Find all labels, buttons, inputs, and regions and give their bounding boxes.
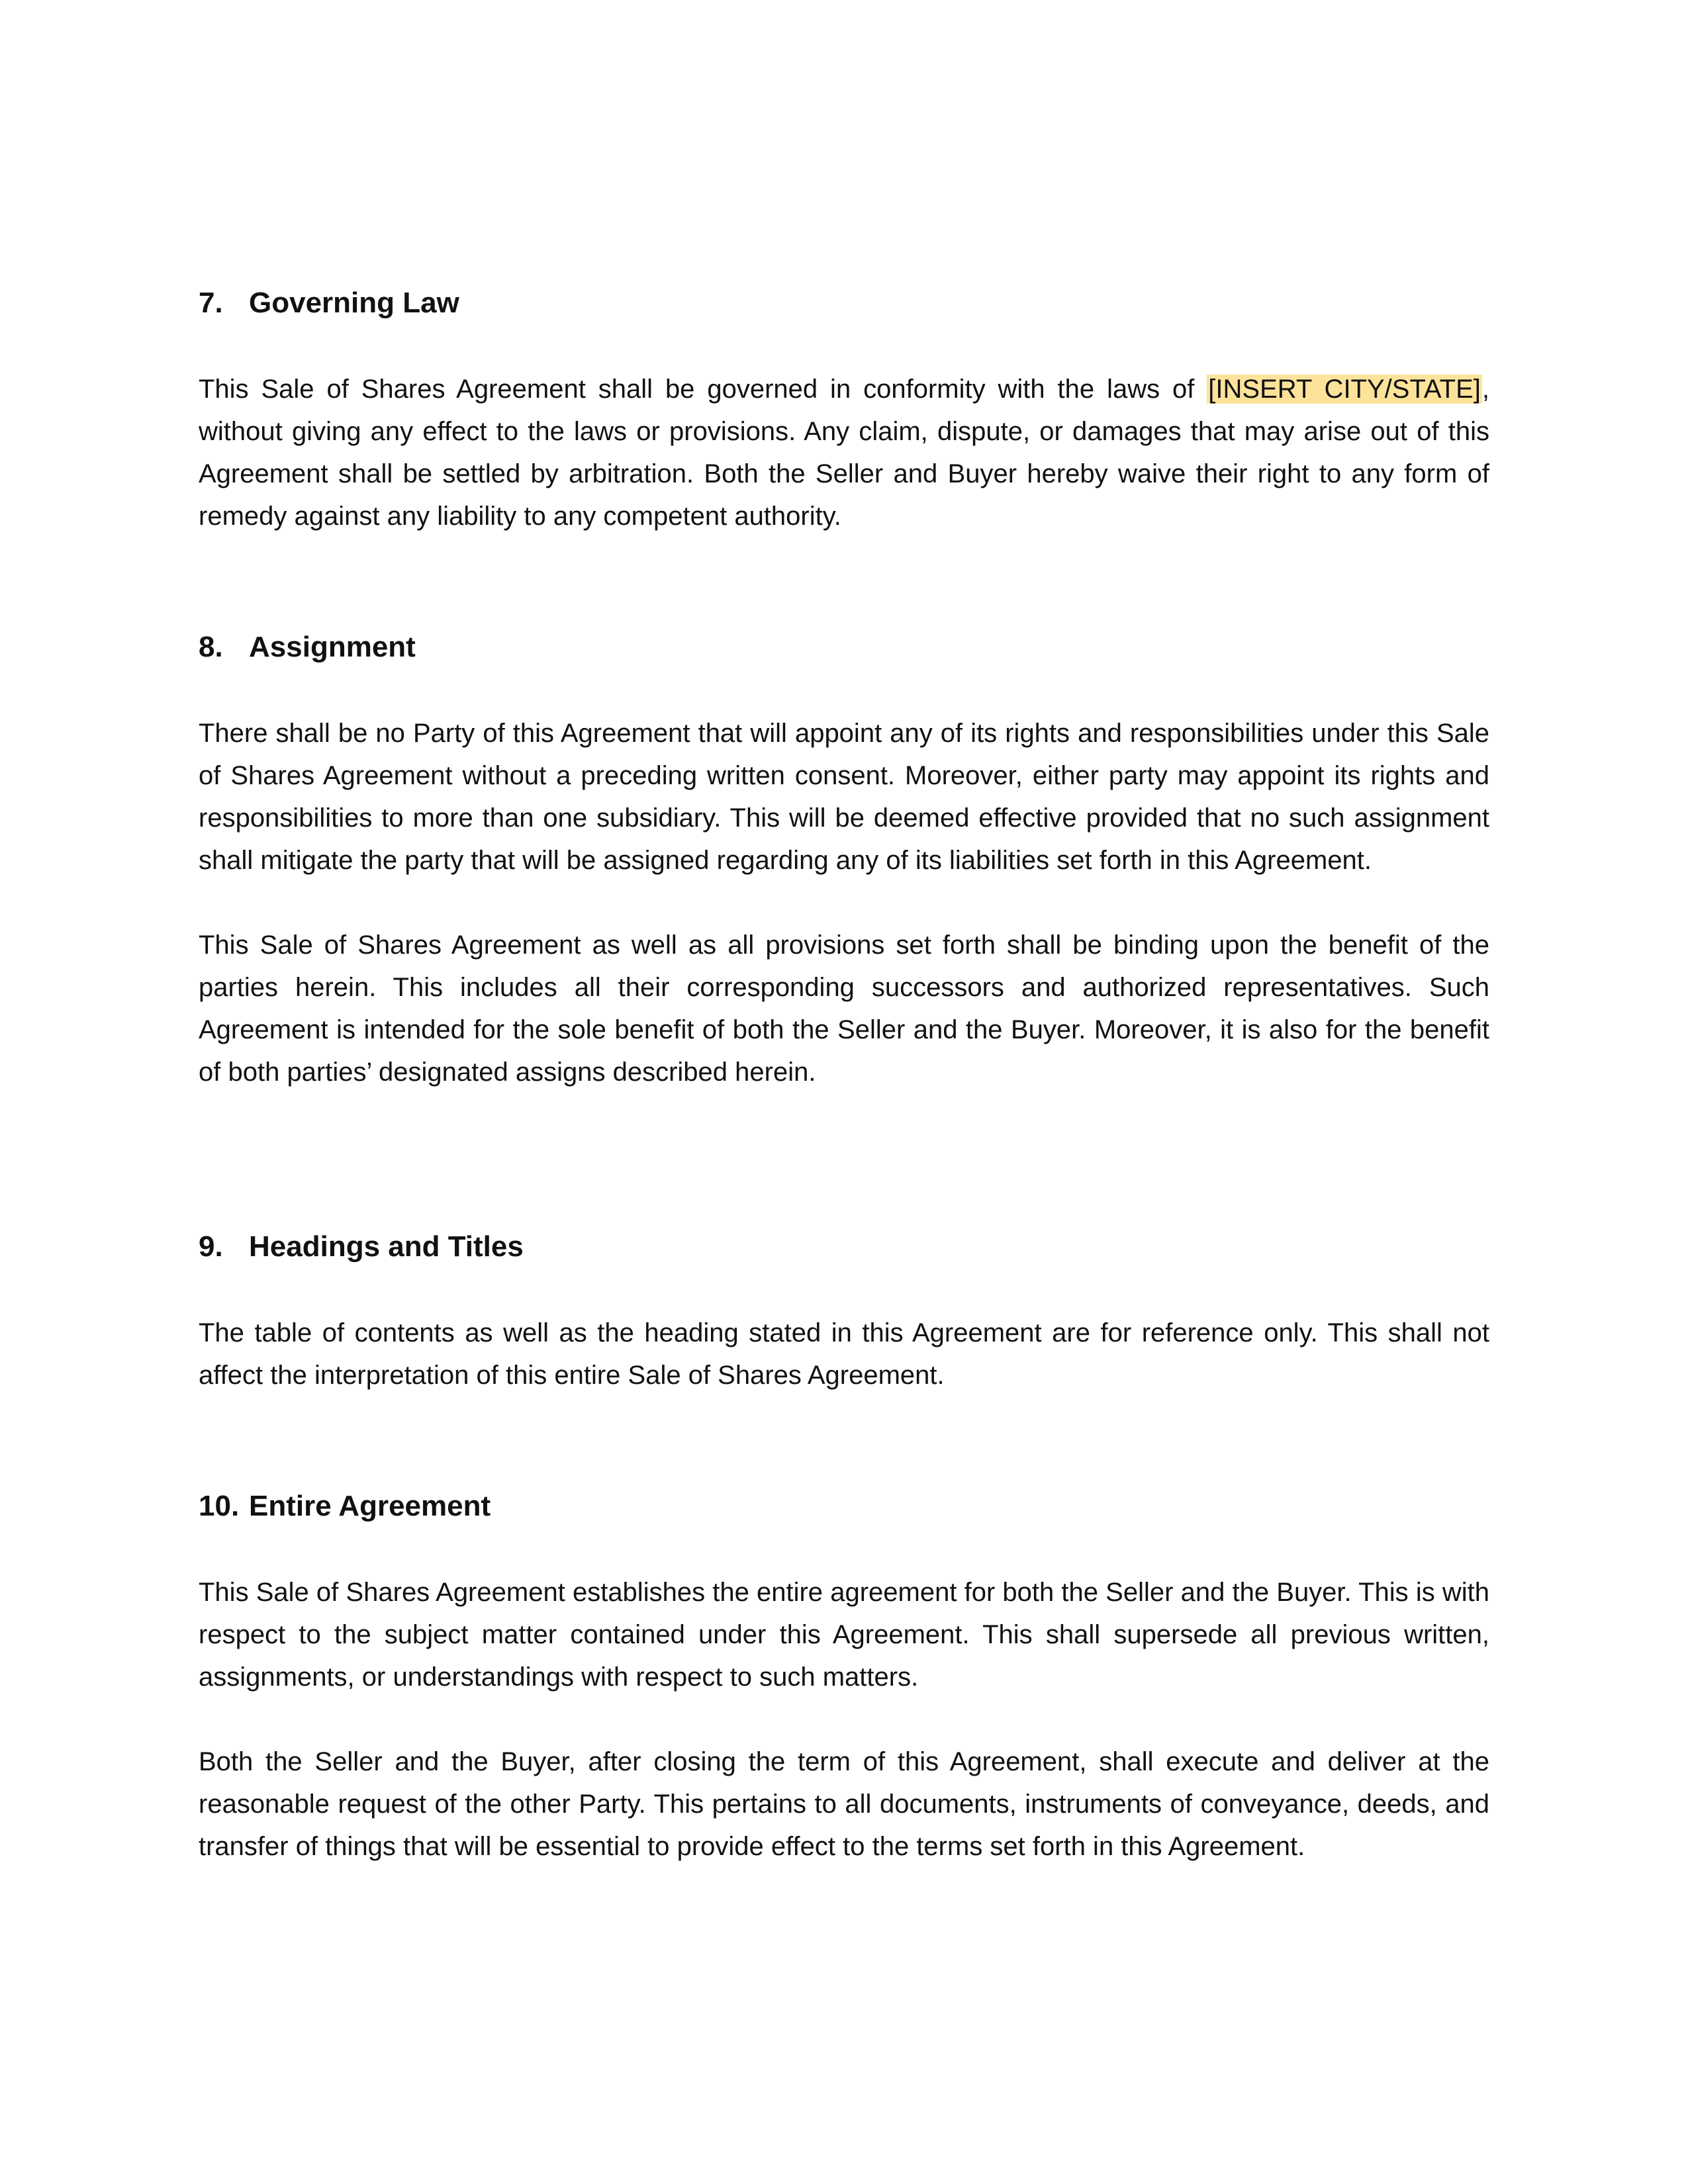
section-title: Governing Law	[249, 287, 459, 319]
section-number: 9.	[199, 1230, 223, 1263]
section-title: Assignment	[249, 631, 416, 663]
section-number: 8.	[199, 631, 223, 663]
section-title: Entire Agreement	[249, 1490, 491, 1522]
section-title: Headings and Titles	[249, 1230, 524, 1263]
placeholder-highlight: [INSERT CITY/STATE]	[1208, 375, 1481, 404]
paragraph: This Sale of Shares Agreement establishes the entire agreement for both the Seller and the Buyer. This is with respect to the subject matter contained under this Agreement. This shall supersede all previous written, assignments, or understandings with respect to such matters.	[199, 1578, 1489, 1692]
paragraph: Both the Seller and the Buyer, after closing the term of this Agreement, shall execute and deliver at the reasonable request of the other Party. This pertains to all documents, instruments of conveyance, deeds, and transfer of things that will be essential to provide effect to the terms set forth in this Agreement.	[199, 1747, 1489, 1861]
section-number: 10.	[199, 1490, 240, 1522]
section-number: 7.	[199, 287, 223, 319]
paragraph-text: This Sale of Shares Agreement shall be governed in conformity with the laws of	[199, 375, 1207, 404]
section-heading	[199, 629, 1489, 666]
paragraph	[199, 368, 1489, 537]
section-heading	[199, 285, 1489, 322]
section-governing-law	[199, 285, 1489, 537]
document-page	[199, 0, 1489, 2184]
section-heading	[199, 1228, 1489, 1265]
section-entire-agreement	[199, 1488, 1489, 1868]
section-heading	[199, 1488, 1489, 1525]
paragraph: The table of contents as well as the heading stated in this Agreement are for reference only. This shall not affect the interpretation of this entire Sale of Shares Agreement.	[199, 1318, 1489, 1390]
section-assignment	[199, 629, 1489, 1093]
paragraph: There shall be no Party of this Agreement that will appoint any of its rights and responsibilities under this Sale of Shares Agreement without a preceding written consent. Moreover, either party may appoint its rights and responsibilities to more than one subsidiary. This will be deemed effective provided that no such assignment shall mitigate the party that will be assigned regarding any of its liabilities set forth in this Agreement.	[199, 719, 1489, 875]
section-headings-and-titles	[199, 1228, 1489, 1396]
paragraph: This Sale of Shares Agreement as well as all provisions set forth shall be binding upon the benefit of the parties herein. This includes all their corresponding successors and authorized representatives. Such Agreement is intended for the sole benefit of both the Seller and the Buyer. Moreover, it is also for the benefit of both parties’ designated assigns described herein.	[199, 931, 1489, 1087]
paragraph-text: , without giving any effect to the laws or provisions. Any claim, dispute, or damages that may arise out of this Agreement shall be settled by arbitration. Both the Seller and Buyer hereby waive their right to any form of remedy against any liability to any competent authority.	[199, 375, 1489, 531]
